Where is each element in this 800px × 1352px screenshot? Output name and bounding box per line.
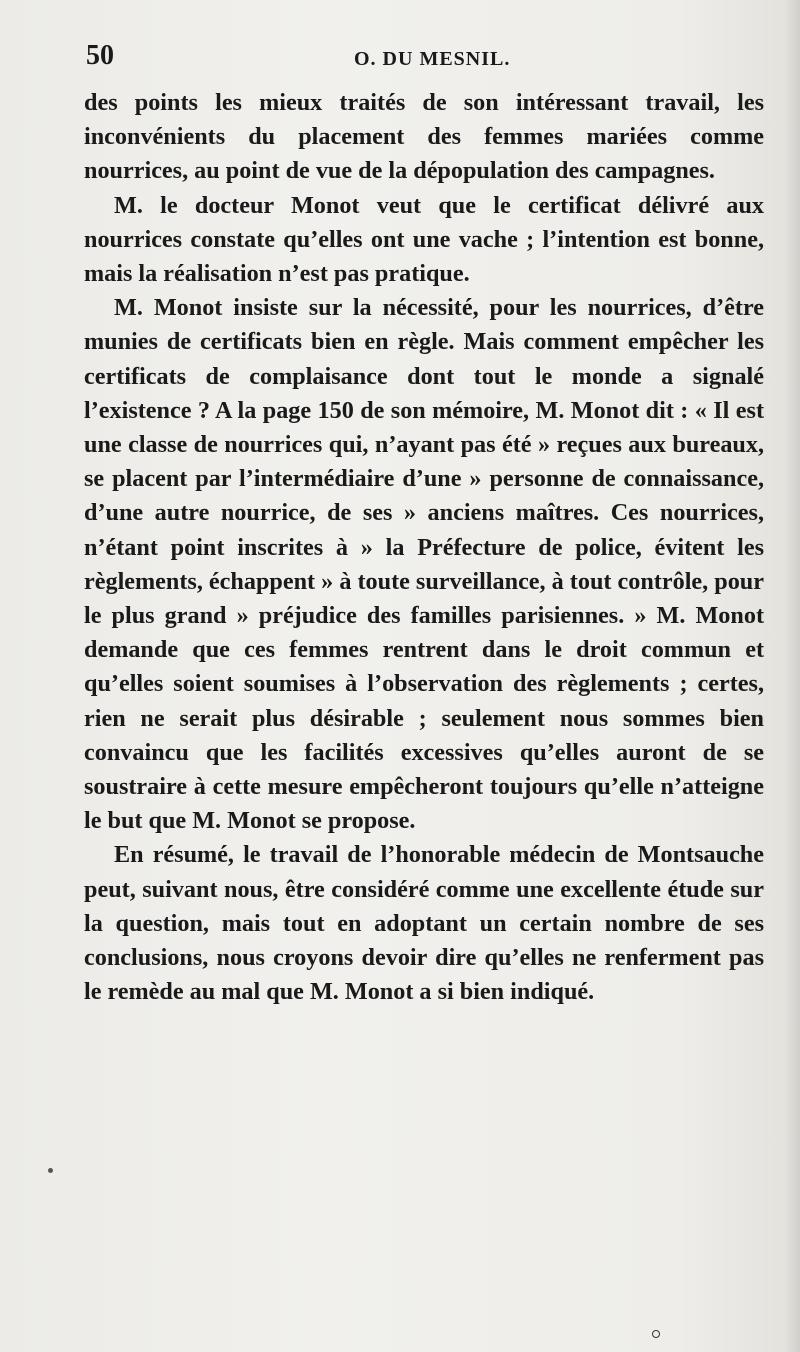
paragraph-4: En résumé, le travail de l’honorable médecin de Montsauche peut, suivant nous, être considéré comme une excellente étude sur la question, mais tout en adoptant un certain nombre de ses conclusions, nous croyons devoir dire qu’elles ne renferment pas le remède au mal que M. Monot a si bien indiqué.	[84, 841, 764, 1006]
running-head: O. DU MESNIL.	[354, 48, 511, 70]
page-header	[86, 40, 770, 76]
ink-speck	[48, 1168, 53, 1173]
body-text	[84, 86, 764, 1009]
paragraph-2: M. le docteur Monot veut que le certificat délivré aux nourrices constate qu’elles ont une vache ; l’intention est bonne, mais la réalisation n’est pas pratique.	[84, 191, 764, 288]
paragraph-3: M. Monot insiste sur la nécessité, pour les nourrices, d’être munies de certificats bien en règle. Mais comment empêcher les certificats de complaisance dont tout le monde a signalé l’existence ? A la page 150 de son mémoire, M. Monot dit : « Il est une classe de nourrices qui, n’ayant pas été » reçues aux bureaux, se placent par l’intermédiaire d’une » personne de connaissance, d’une autre nourrice, de ses » anciens maîtres. Ces nourrices, n’étant point inscrites à » la Préfecture de police, évitent les règlements, échappent » à toute surveillance, à tout contrôle, pour le plus grand » préjudice des familles parisiennes. » M. Monot demande que ces femmes rentrent dans le droit commun et qu’elles soient soumises à l’observation des règlements ; certes, rien ne serait plus désirable ; seulement nous sommes bien convaincu que les facilités excessives qu’elles auront de se soustraire à cette mesure empêcheront toujours qu’elle n’atteigne le but que M. Monot se propose.	[84, 294, 764, 835]
page-number: 50	[86, 40, 114, 71]
ink-speck	[652, 1330, 660, 1338]
page-edge-shadow	[784, 0, 800, 1352]
paragraph-1: des points les mieux traités de son intéressant travail, les inconvénients du placement des femmes mariées comme nourrices, au point de vue de la dépopulation des campagnes.	[84, 89, 764, 185]
